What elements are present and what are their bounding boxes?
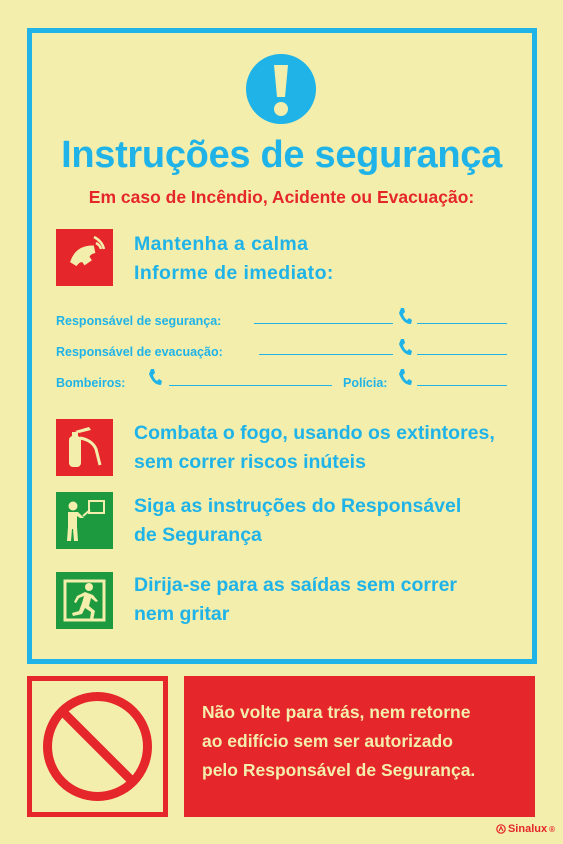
police-label: Polícia: <box>343 376 388 390</box>
warning-line-3: pelo Responsável de Segurança. <box>202 760 476 780</box>
step-4-line-2: nem gritar <box>134 603 230 625</box>
safety-manager-icon <box>56 492 113 549</box>
brand-registered: ® <box>549 824 555 834</box>
firefighters-label: Bombeiros: <box>56 376 126 390</box>
telephone-icon <box>56 229 113 286</box>
brand-mark-icon <box>496 824 506 834</box>
step-4-line-1: Dirija-se para as saídas sem correr <box>134 574 458 596</box>
evacuation-manager-phone-line <box>417 354 507 355</box>
phone-icon <box>398 338 412 356</box>
page-subtitle: Em caso de Incêndio, Acidente ou Evacuação: <box>88 187 475 207</box>
page-title: Instruções de segurança <box>61 134 502 176</box>
safety-manager-name-line <box>254 323 393 324</box>
step-3-line-2: de Segurança <box>134 524 262 546</box>
brand-logo <box>496 823 555 835</box>
phone-icon <box>148 368 162 386</box>
no-return-warning <box>184 676 535 817</box>
evacuation-manager-name-line <box>259 354 393 355</box>
step-2-line-2: sem correr riscos inúteis <box>134 451 366 473</box>
prohibition-icon <box>27 676 168 817</box>
fire-extinguisher-icon <box>56 419 113 476</box>
phone-icon <box>398 307 412 325</box>
step-1-text <box>134 230 334 288</box>
step-2-text <box>134 419 495 477</box>
exclamation-icon <box>246 54 316 124</box>
step-2-line-1: Combata o fogo, usando os extintores, <box>134 422 495 444</box>
phone-icon <box>398 368 412 386</box>
brand-name: Sinalux <box>507 823 548 835</box>
emergency-exit-icon <box>56 572 113 629</box>
warning-line-1: Não volte para trás, nem retorne <box>202 702 471 722</box>
safety-manager-phone-line <box>417 323 507 324</box>
step-3-text <box>134 492 461 550</box>
step-1-line-2: Informe de imediato: <box>134 262 334 284</box>
evacuation-manager-label: Responsável de evacuação: <box>56 345 223 359</box>
step-3-line-1: Siga as instruções do Responsável <box>134 495 462 517</box>
step-4-text <box>134 571 457 629</box>
police-phone-line <box>417 385 507 386</box>
firefighters-phone-line <box>169 385 332 386</box>
safety-manager-label: Responsável de segurança: <box>56 314 222 328</box>
warning-line-2: ao edifício sem ser autorizado <box>202 731 453 751</box>
step-1-line-1: Mantenha a calma <box>134 233 309 255</box>
